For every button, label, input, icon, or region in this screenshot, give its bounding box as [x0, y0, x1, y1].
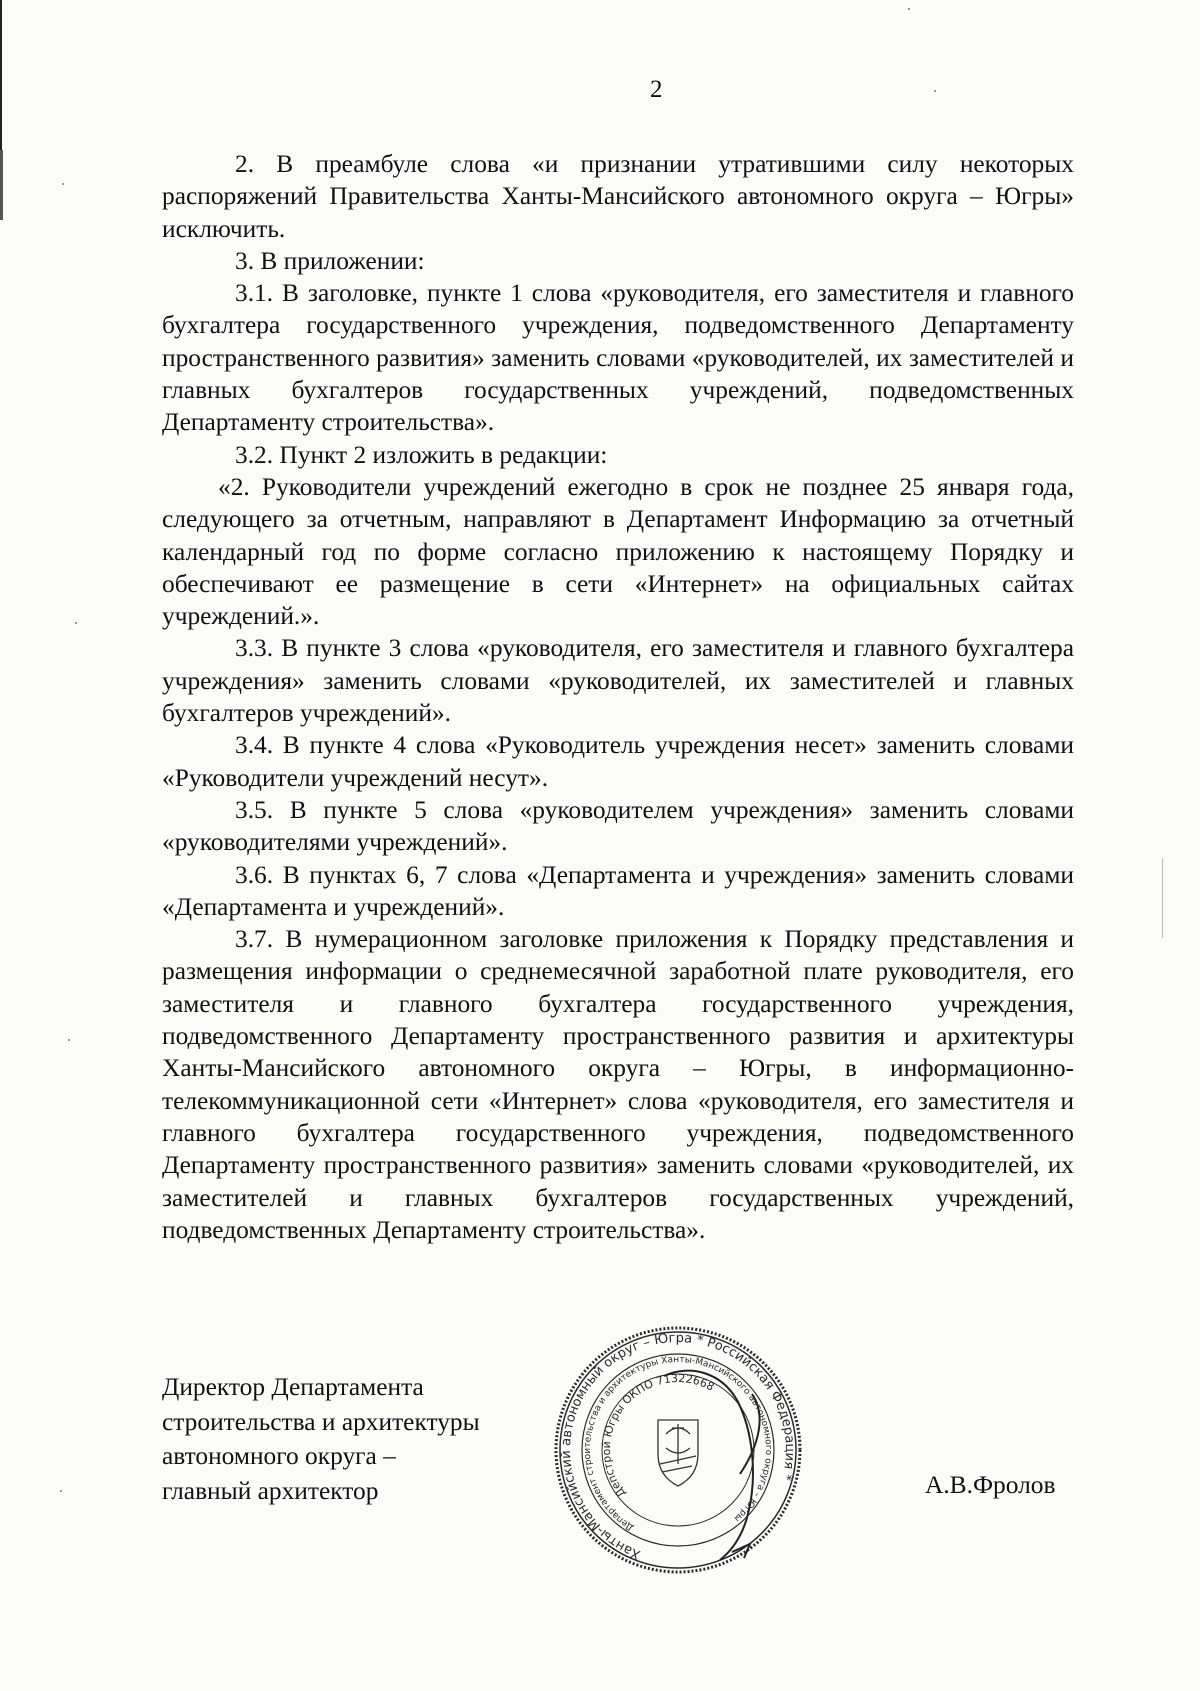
scan-speck	[60, 1490, 62, 1492]
seal-inner-text: Депстрой Югры ОКПО 71322668	[599, 1371, 717, 1500]
seal-outer-text: Ханты-Мансийский автономный округ – Югра * Российская Федерация *	[558, 1330, 798, 1562]
document-body	[162, 148, 1074, 1246]
seal-middle-text: Департамент строительства и архитектуры Ханты-Мансийского автономного округа – Югры	[582, 1354, 774, 1533]
scan-speck	[934, 90, 936, 92]
signer-position-line: строительства и архитектуры	[162, 1407, 480, 1436]
signer-position	[162, 1370, 480, 1508]
paragraph: 3. В приложении:	[235, 246, 425, 275]
coat-of-arms-icon	[658, 1420, 698, 1486]
scan-speck	[1162, 858, 1163, 938]
official-seal	[552, 1324, 804, 1576]
scan-speck	[68, 1039, 70, 1041]
signer-position-line: автономного округа –	[162, 1442, 396, 1470]
paragraph: 3.2. Пункт 2 изложить в редакции:	[235, 440, 608, 469]
scan-edge-mark	[0, 150, 3, 220]
paragraph: 3.1. В заголовке, пункте 1 слова «руководителя, его заместителя и главного бухгалтера государственного учреждения, подведомственного Департаменту пространственного развития» заменить словами «руководителей, их заместителей и главных бухгалтеров государственных учреждений, подведомственных Департаменту строительства».	[162, 279, 1074, 437]
signature-scribble	[664, 1371, 760, 1560]
signer-position-line: Директор Департамента	[162, 1373, 424, 1401]
page-number: 2	[650, 76, 663, 103]
paragraph: 3.3. В пункте 3 слова «руководителя, его заместителя и главного бухгалтера учреждения» заменить словами «руководителей, их заместителей и главных бухгалтеров учреждений».	[162, 634, 1074, 728]
paragraph: 3.5. В пункте 5 слова «руководителем учреждения» заменить словами «руководителями учреждений».	[162, 795, 1074, 857]
paragraph: «2. Руководители учреждений ежегодно в срок не позднее 25 января года, следующего за отчетным, направляют в Департамент Информацию за отчетный календарный год по форме согласно приложению к настоящему Порядку и обеспечивают ее размещение в сети «Интернет» на официальных сайтах учреждений.».	[162, 472, 1074, 631]
paragraph: 3.7. В нумерационном заголовке приложения к Порядку представления и размещения информации о среднемесячной заработной плате руководителя, его заместителя и главного бухгалтера государственного учреждения, подведомственного Департаменту пространственного развития и архитектуры Ханты-Мансийского автономного округа – Югры, в информационно-телекоммуникационной сети «Интернет» слова «руководителя, его заместителя и главного бухгалтера государственного учреждения, подведомственного Департаменту пространственного развития» заменить словами «руководителей, их заместителей и главных бухгалтеров государственных учреждений, подведомственных Департаменту строительства».	[162, 925, 1074, 1244]
scan-speck	[75, 622, 77, 624]
paragraph: 3.4. В пункте 4 слова «Руководитель учреждения несет» заменить словами «Руководители учреждений несут».	[162, 731, 1074, 792]
paragraph: 3.6. В пунктах 6, 7 слова «Департамента и учреждения» заменить словами «Департамента и учреждений».	[162, 860, 1074, 921]
paragraph: 2. В преамбуле слова «и признании утратившими силу некоторых распоряжений Правительства Ханты-Мансийского автономного округа – Югры» исключить.	[162, 150, 1074, 243]
scan-speck	[908, 8, 910, 10]
signer-name: А.В.Фролов	[925, 1471, 1056, 1499]
scan-speck	[62, 183, 64, 185]
scan-edge-mark	[0, 0, 6, 150]
signer-position-line: главный архитектор	[162, 1476, 379, 1505]
